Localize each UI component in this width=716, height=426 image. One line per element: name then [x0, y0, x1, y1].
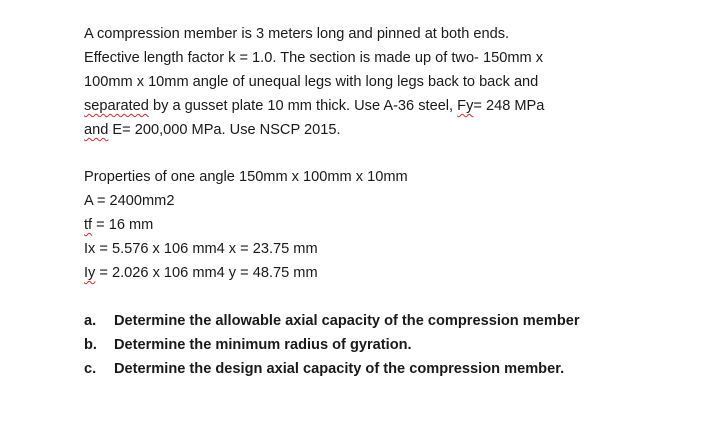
property-iy	[84, 261, 694, 285]
spellcheck-word: Fy	[457, 98, 474, 114]
property-ix: Ix = 5.576 x 106 mm4 x = 23.75 mm	[84, 241, 318, 257]
question-text: Determine the design axial capacity of the compression member.	[114, 361, 565, 377]
spellcheck-word: separated	[84, 98, 149, 114]
spellcheck-word: tf	[84, 217, 93, 233]
property-text: = 2.026 x 106 mm4 y = 48.75 mm	[95, 265, 318, 281]
paragraph-gap	[84, 142, 694, 165]
question-text: Determine the minimum radius of gyration.	[114, 337, 412, 353]
property-tf	[84, 213, 694, 237]
properties-heading: Properties of one angle 150mm x 100mm x 10mm	[84, 169, 408, 185]
problem-line-1: A compression member is 3 meters long and pinned at both ends.	[84, 26, 510, 42]
problem-text: E= 200,000 MPa. Use NSCP 2015.	[108, 122, 341, 138]
problem-line-3: 100mm x 10mm angle of unequal legs with long legs back to back and	[84, 74, 539, 90]
problem-text: by a gusset plate 10 mm thick. Use A-36 steel,	[148, 98, 458, 114]
question-a	[84, 309, 694, 333]
question-text: Determine the allowable axial capacity of the compression member	[114, 313, 580, 329]
spellcheck-word: Iy	[84, 265, 96, 281]
question-letter: b.	[84, 337, 97, 353]
problem-line-5	[84, 118, 694, 142]
question-c	[84, 357, 694, 381]
property-area: A = 2400mm2	[84, 193, 175, 209]
document-body	[84, 22, 694, 381]
paragraph-gap	[84, 285, 694, 309]
spellcheck-word: and	[84, 122, 109, 138]
question-letter: c.	[84, 361, 97, 377]
question-b	[84, 333, 694, 357]
property-text: = 16 mm	[92, 217, 154, 233]
problem-text: = 248 MPa	[473, 98, 545, 114]
problem-line-4	[84, 94, 694, 118]
question-letter: a.	[84, 313, 97, 329]
problem-line-2: Effective length factor k = 1.0. The section is made up of two- 150mm x	[84, 50, 543, 66]
